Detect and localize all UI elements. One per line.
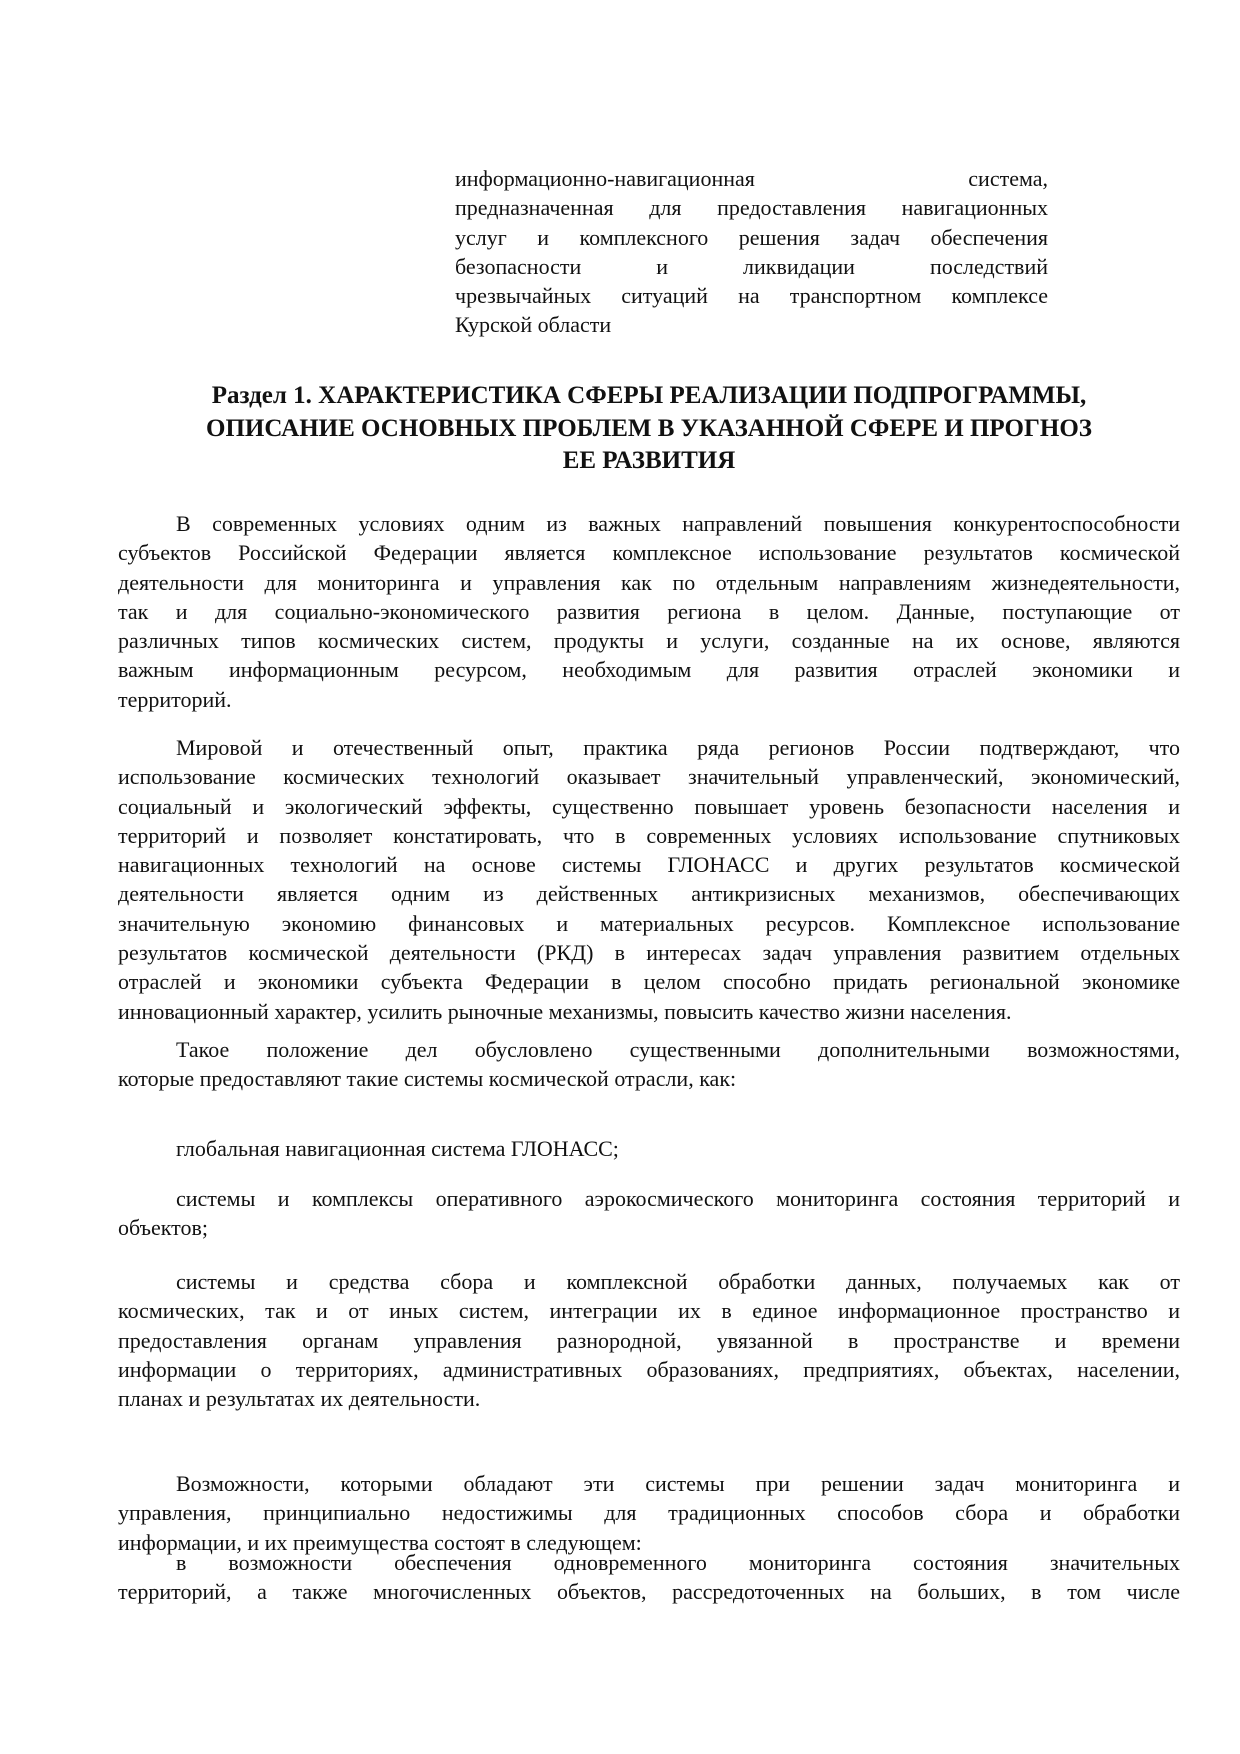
paragraph-line: глобальная навигационная система ГЛОНАСС; [176,1136,619,1161]
intro-line: чрезвычайных ситуаций на транспортном комплексе [455,283,1048,309]
paragraph-line: управления, принципиально недостижимы для традиционных способов сбора и обработки [118,1500,1180,1526]
paragraph [118,509,1180,714]
paragraph-line: объектов; [118,1215,209,1241]
paragraph-line: так и для социально-экономического развития региона в целом. Данные, поступающие от [118,598,1180,624]
paragraph-line: инновационный характер, усилить рыночные механизмы, повысить качество жизни населения. [118,998,1012,1024]
paragraph [118,1184,1180,1243]
heading-line: ОПИСАНИЕ ОСНОВНЫХ ПРОБЛЕМ В УКАЗАННОЙ СФЕРЕ И ПРОГНОЗ [206,414,1092,442]
paragraph [118,1267,1180,1413]
paragraph-line: различных типов космических систем, продукты и услуги, созданные на их основе, являются [118,628,1180,654]
paragraph-line: территорий. [118,686,232,712]
paragraph-line: деятельности для мониторинга и управления как по отдельным направлениям жизнедеятельности, [118,569,1180,595]
paragraph [118,1469,1180,1557]
paragraph [118,1548,1180,1607]
paragraph-line: космических, так и от иных систем, интеграции их в единое информационное пространство и [118,1298,1180,1324]
paragraph-line: информации о территориях, административных образованиях, предприятиях, объектах, населении, [118,1356,1180,1382]
paragraph-line: субъектов Российской Федерации является комплексное использование результатов космической [118,540,1180,566]
paragraph-line: Такое положение дел обусловлено существенными дополнительными возможностями, [176,1037,1180,1062]
intro-block [455,164,1048,340]
paragraph-line: территорий и позволяет констатировать, что в современных условиях использование спутниковых [118,822,1180,848]
paragraph-line: в возможности обеспечения одновременного мониторинга состояния значительных [176,1550,1180,1575]
paragraph [118,1134,1180,1163]
paragraph-line: планах и результатах их деятельности. [118,1386,481,1412]
paragraph-line: деятельности является одним из действенных антикризисных механизмов, обеспечивающих [118,881,1180,907]
paragraph-line: использование космических технологий оказывает значительный управленческий, экономический, [118,764,1180,790]
paragraph-line: системы и средства сбора и комплексной обработки данных, получаемых как от [176,1269,1180,1294]
heading-line: ЕЕ РАЗВИТИЯ [562,447,736,474]
paragraph-line: территорий, а также многочисленных объектов, рассредоточенных на больших, в том числе [118,1579,1180,1605]
paragraph-line: которые предоставляют такие системы космической отрасли, как: [118,1066,737,1092]
paragraph-line: информации, и их преимущества состоят в следующем: [118,1529,642,1555]
paragraph-line: системы и комплексы оперативного аэрокосмического мониторинга состояния территорий и [176,1186,1180,1211]
paragraph-line: навигационных технологий на основе системы ГЛОНАСС и других результатов космической [118,852,1180,878]
paragraph-line: Возможности, которыми обладают эти системы при решении задач мониторинга и [176,1471,1180,1496]
section-heading [118,380,1180,478]
intro-line: предназначенная для предоставления навигационных [455,195,1048,221]
paragraph [118,733,1180,1026]
paragraph-line: Мировой и отечественный опыт, практика ряда регионов России подтверждают, что [176,735,1180,760]
paragraph-line: важным информационным ресурсом, необходимым для развития отраслей экономики и [118,657,1180,683]
intro-line: услуг и комплексного решения задач обеспечения [455,224,1048,250]
paragraph [118,1035,1180,1094]
intro-line: Курской области [455,312,612,338]
paragraph-line: отраслей и экономики субъекта Федерации в целом способно придать региональной экономике [118,969,1180,995]
paragraph-line: предоставления органам управления разнородной, увязанной в пространстве и времени [118,1327,1180,1353]
paragraph-line: В современных условиях одним из важных направлений повышения конкурентоспособности [176,511,1180,536]
paragraph-line: результатов космической деятельности (РКД) в интересах задач управления развитием отдельных [118,940,1180,966]
intro-line: безопасности и ликвидации последствий [455,253,1048,279]
intro-line: информационно-навигационная система, [455,166,1048,191]
heading-line: Раздел 1. ХАРАКТЕРИСТИКА СФЕРЫ РЕАЛИЗАЦИИ ПОДПРОГРАММЫ, [211,382,1087,409]
paragraph-line: социальный и экологический эффекты, существенно повышает уровень безопасности населения и [118,793,1180,819]
paragraph-line: значительную экономию финансовых и материальных ресурсов. Комплексное использование [118,910,1180,936]
